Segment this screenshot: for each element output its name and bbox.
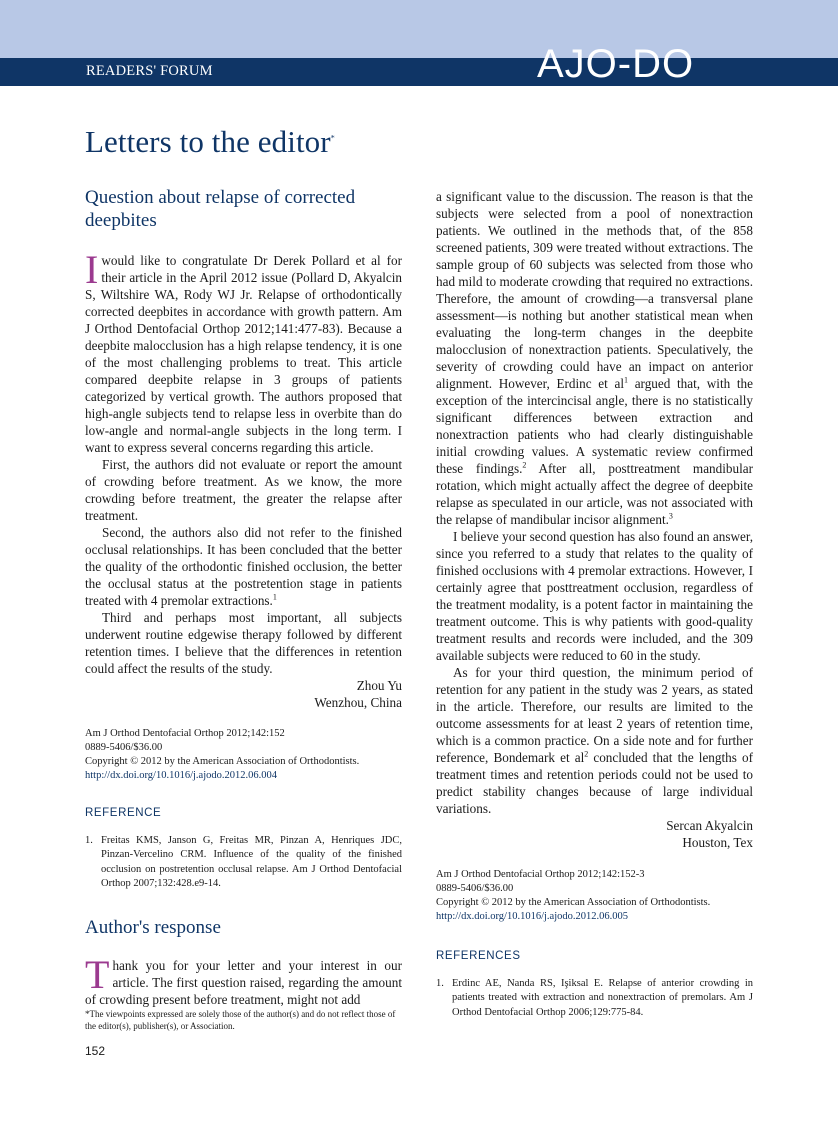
letter-paragraph-1 (85, 247, 402, 456)
response-paragraph-1-text-b: argued that, with the exception of the intercincisal angle, there is no statistically significant differences between extraction and nonextraction patients who had clearly distinguishable initial crowding values. A systematic review confirmed these findings. (436, 376, 753, 476)
letter-article-info (85, 727, 402, 783)
reference-item (436, 977, 753, 1020)
letter-issn: 0889-5406/$36.00 (85, 742, 163, 753)
response-location: Houston, Tex (682, 835, 753, 850)
reference-number: 1. (436, 978, 444, 989)
response-paragraph-3 (436, 664, 753, 817)
journal-logo: AJO-DO (537, 42, 695, 86)
response-reference-list (436, 977, 753, 1020)
reference-number: 1. (85, 835, 93, 846)
letter-copyright: Copyright © 2012 by the American Association of Orthodontists. (85, 756, 360, 767)
letter-heading: Question about relapse of corrected deepbites (85, 187, 356, 231)
response-paragraph-1-continued (436, 188, 753, 528)
letter-paragraph-3-text: Second, the authors also did not refer to the finished occlusal relationships. It has been concluded that the better the quality of the orthodontic finished occlusion, the better the occlusal status at the postretention stage in patients treated with 4 premolar extractions. (85, 525, 402, 608)
footnote: *The viewpoints expressed are solely those of the author(s) and do not reflect those of the editor(s), publisher(s), or Association. (85, 1009, 396, 1031)
response-author: Sercan Akyalcin (666, 818, 753, 833)
response-paragraph-1-start (85, 951, 402, 1008)
page-title (85, 124, 335, 160)
letter-citation: Am J Orthod Dentofacial Orthop 2012;142:152 (85, 728, 285, 739)
letter-citation-1: 1 (272, 592, 277, 602)
letter-location: Wenzhou, China (314, 695, 402, 710)
letter-paragraph-1-text: would like to congratulate Dr Derek Pollard et al for their article in the April 2012 issue (Pollard D, Akyalcin S, Wiltshire WA, Rody WJ Jr. Relapse of orthodontically corrected deepbites in accordance with growth pattern. Am J Orthod Dentofacial Orthop 2012;141:477-83). Because a deepbite malocclusion has a high relapse tendency, it is one of the most challenging problems to treat. This article compared deepbite relapse in 3 groups of patients categorized by vertical growth. The authors proposed that high-angle subjects tend to relapse less in overbite than do low-angle and normal-angle subjects in the long term. I want to express several concerns regarding this article. (85, 253, 402, 455)
letter-dropcap: I (85, 247, 99, 292)
reference-item (85, 834, 402, 892)
response-paragraph-3-text-b: concluded that the lengths of treatment times and retention periods could not be used to predict stability changes because of large individual variations. (436, 750, 753, 816)
response-paragraph-1-text-a: a significant value to the discussion. The reason is that the subjects were selected from a pool of nonextraction patients. We outlined in the methods that, of the 858 screened patients, 309 were treated without extractions. The sample group of 60 subjects was selected from those who had mild to moderate crowding that required no extractions. Therefore, the amount of crowding—a transversal plane assessment—is nothing but another statistical mean when evaluating the long-term changes in the deepbite malocclusion of nonextraction patients. Speculatively, the severity of crowding could have an impact on anterior alignment. However, Erdinc et al (436, 189, 753, 391)
response-citation-4: 2 (584, 749, 589, 759)
reference-text: Freitas KMS, Janson G, Freitas MR, Pinzan A, Henriques JDC, Pinzan-Vercelino CRM. Influence of the quality of the finished occlusion on postretention occlusal relapse. Am J Orthod Dentofacial Orthop 2007;132:428.e9-14. (101, 835, 402, 890)
response-citation-2: 2 (522, 460, 527, 470)
letter-doi-link[interactable]: http://dx.doi.org/10.1016/j.ajodo.2012.06.004 (85, 770, 278, 781)
page-title-text: Letters to the editor (85, 124, 331, 159)
letter-paragraph-2: First, the authors did not evaluate or report the amount of crowding before treatment. As we know, the more crowding before treatment, the greater the relapse after treatment. (85, 457, 402, 523)
letter-author: Zhou Yu (356, 678, 402, 693)
section-label: READERS' FORUM (86, 63, 213, 79)
response-issn: 0889-5406/$36.00 (436, 883, 514, 894)
response-doi-link[interactable]: http://dx.doi.org/10.1016/j.ajodo.2012.06.005 (436, 911, 629, 922)
response-citation-3: 3 (668, 511, 673, 521)
right-column (436, 188, 753, 1020)
letter-reference-heading: REFERENCE (85, 807, 162, 819)
response-paragraph-1-start-text: hank you for your letter and your interest in our article. The first question raised, regarding the amount of crowding present before treatment, might not add (85, 957, 402, 1007)
page-number: 152 (85, 1044, 106, 1058)
response-paragraph-1-text-c: After all, posttreatment mandibular rotation, which might actually affect the degree of deepbite relapse as speculated in our article, was not associated with the relapse of mandibular incisor alignment. (436, 461, 753, 527)
reference-text: Erdinc AE, Nanda RS, Işiksal E. Relapse of anterior crowding in patients treated with extraction and nonextraction of premolars. Am J Orthod Dentofacial Orthop 2006;129:775-84. (452, 978, 753, 1018)
letter-paragraph-4: Third and perhaps most important, all subjects underwent routine edgewise therapy followed by different retention times. I believe that the differences in retention could affect the results of the study. (85, 610, 402, 676)
response-reference-heading: REFERENCES (436, 950, 521, 962)
response-citation-1: 1 (624, 375, 629, 385)
left-column (85, 186, 402, 1008)
letter-reference-list (85, 834, 402, 892)
response-paragraph-3-text-a: As for your third question, the minimum period of retention for any patient in the study was 2 years, as stated in the article. Therefore, our results are limited to the outcome assessments for at least 2 years of retention time, which is a common practice. On a side note and for further reference, Bondemark et al (436, 665, 753, 765)
response-article-info (436, 868, 753, 924)
response-citation: Am J Orthod Dentofacial Orthop 2012;142:152-3 (436, 869, 645, 880)
header-band (0, 0, 838, 58)
response-dropcap: T (85, 951, 110, 997)
response-copyright: Copyright © 2012 by the American Association of Orthodontists. (436, 897, 711, 908)
letter-paragraph-3 (85, 524, 402, 609)
response-heading: Author's response (85, 916, 221, 938)
response-paragraph-2: I believe your second question has also found an answer, since you referred to a study that relates to the quality of finished occlusions with 4 premolar extractions. However, I certainly agree that posttreatment occlusion, regardless of the treatment modality, is a potent factor in maintaining the treatment outcome. This is why patients with good-quality treatment results and records were included, and the 309 available subjects were reduced to 60 in the study. (436, 529, 753, 663)
title-footnote-mark: * (330, 133, 335, 143)
